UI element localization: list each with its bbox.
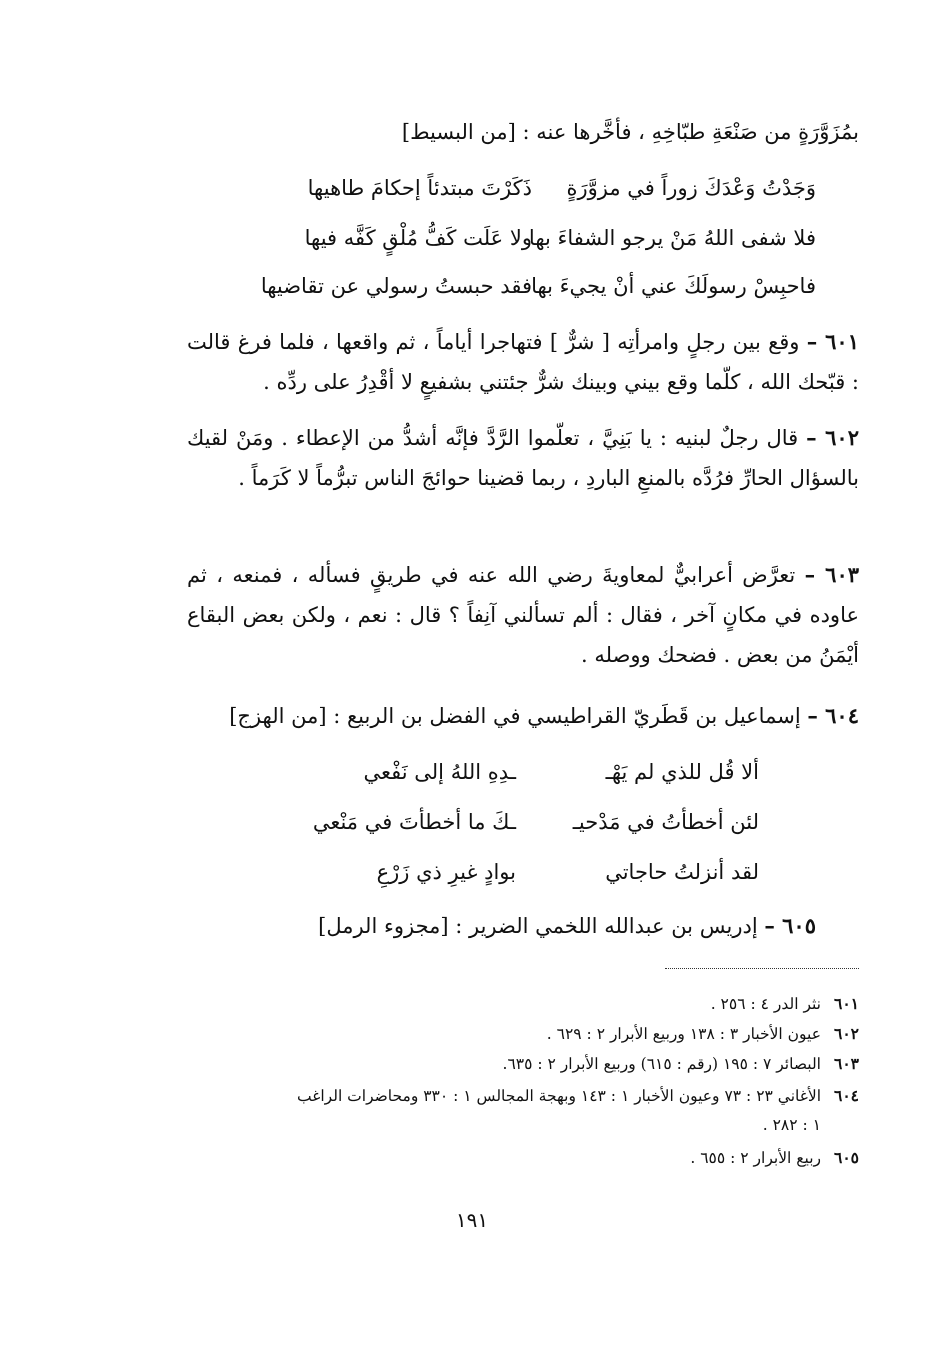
intro-line: بمُزَوَّرَةٍ من صَنْعَةِ طبّاخِهِ ، فأخَّرها عنه : [من البسيط] xyxy=(401,120,859,144)
footnote-number: ٦٠٣ xyxy=(834,1054,859,1073)
item-601-text: وقع بين رجلٍ وامرأتِه [ شرٌّ ] فتهاجرا أياماً ، ثم واقعها ، فلما فرغ قالت : قبّحك الله ، كلّما وقع بيني وبينك شرٌّ جئتني بشفيعٍ لا أقْدِرُ على ردِّه . xyxy=(187,330,859,394)
footnote-text: البصائر ٧ : ١٩٥ (رقم : ٦١٥) وربيع الأبرار ٢ : ٦٣٥. xyxy=(502,1055,821,1073)
footnote-text: نثر الدر ٤ : ٢٥٦ . xyxy=(710,995,821,1013)
verse-1-hemistich-1: وَجَدْتُ وَعْدَكَ زوراً في مزوَّرَةٍ xyxy=(566,176,816,200)
footnote-text: الأغاني ٢٣ : ٧٣ وعيون الأخبار ١ : ١٤٣ وبهجة المجالس ١ : ٣٣٠ ومحاضرات الراغب xyxy=(297,1087,821,1105)
item-601 xyxy=(187,322,859,402)
verse-3-hemistich-1: فاحبِسْ رسولَكَ عني أنْ يجيءَ بها xyxy=(531,274,816,298)
item-601-number: ٦٠١ – xyxy=(806,329,859,354)
footnote-number: ٦٠١ xyxy=(834,994,859,1013)
footnote-603 xyxy=(187,1050,859,1078)
poem2-verse-2-hemistich-2: ـكَ ما أخطأتَ في مَنْعي xyxy=(312,810,516,834)
verse-3-hemistich-2: فقد حبستُ رسولي عن تقاضيها xyxy=(260,274,532,298)
item-605 xyxy=(318,906,816,946)
verse-2-hemistich-1: فلا شفى اللهُ مَنْ يرجو الشفاءَ بها xyxy=(528,226,816,250)
poem2-verse-1-hemistich-1: ألا قُل للذي لم يَهْـ xyxy=(605,760,759,784)
footnote-number: ٦٠٤ xyxy=(834,1086,859,1105)
item-603 xyxy=(187,555,859,675)
poem2-verse-3-hemistich-2: بوادٍ غيرِ ذي زَرْعِ xyxy=(376,860,516,884)
item-604-text: إسماعيل بن قَطَريّ القراطيسي في الفضل بن الربيع : [من الهزج] xyxy=(229,704,801,728)
footnote-text: عيون الأخبار ٣ : ١٣٨ وربيع الأبرار ٢ : ٦٢٩ . xyxy=(546,1025,821,1043)
footnote-number: ٦٠٥ xyxy=(834,1148,859,1167)
footnote-601 xyxy=(187,990,859,1018)
poem2-verse-1-hemistich-2: ـدِهِ اللهُ إلى نَفْعي xyxy=(363,760,516,784)
verse-1-hemistich-2: ذَكَرْتَ مبتدئاً إحكامَ طاهيها xyxy=(307,176,532,200)
verse-2-hemistich-2: ولا عَلَت كَفُّ مُلْقٍ كَفَّه فيها xyxy=(304,226,532,250)
footnote-605 xyxy=(187,1144,859,1172)
item-602 xyxy=(187,418,859,498)
item-602-number: ٦٠٢ – xyxy=(806,425,859,450)
footnote-text: ربيع الأبرار ٢ : ٦٥٥ . xyxy=(690,1149,821,1167)
item-605-number: ٦٠٥ – xyxy=(764,913,816,938)
item-604-number: ٦٠٤ – xyxy=(807,703,859,728)
footnote-text-continued: ١ : ٢٨٢ . xyxy=(762,1116,821,1134)
footnote-602 xyxy=(187,1020,859,1048)
poem2-verse-2-hemistich-1: لئن أخطأتُ في مَدْحيـ xyxy=(572,810,759,834)
footnote-604-continued xyxy=(187,1112,859,1139)
page-number: ١٩١ xyxy=(455,1208,489,1232)
item-603-text: تعرَّض أعرابيٌّ لمعاويةَ رضي الله عنه في طريقٍ فسأله ، فمنعه ، ثم عاوده في مكانٍ آخر ، فقال : ألم تسألني آنِفاً ؟ قال : نعم ، ولكن بعض البقاع أيْمَنُ من بعض . فضحك ووصله . xyxy=(187,563,859,667)
footnote-number: ٦٠٢ xyxy=(834,1024,859,1043)
item-602-text: قال رجلٌ لبنيه : يا بَنِيَّ ، تعلّموا الرَّدَّ فإنَّه أشدُّ من الإعطاء . ومَنْ لقيك بالسؤال الحارِّ فرُدَّه بالمنعِ الباردِ ، ربما قضينا حوائجَ الناس تبرُّماً لا كَرَماً . xyxy=(187,426,859,490)
footnote-divider xyxy=(665,968,859,969)
footnote-604 xyxy=(159,1082,859,1110)
item-605-text: إدريس بن عبدالله اللخمي الضرير : [مجزوء الرمل] xyxy=(318,914,758,938)
item-603-number: ٦٠٣ – xyxy=(804,562,860,587)
poem2-verse-3-hemistich-1: لقد أنزلتُ حاجاتي xyxy=(605,860,759,884)
item-604 xyxy=(229,696,859,736)
